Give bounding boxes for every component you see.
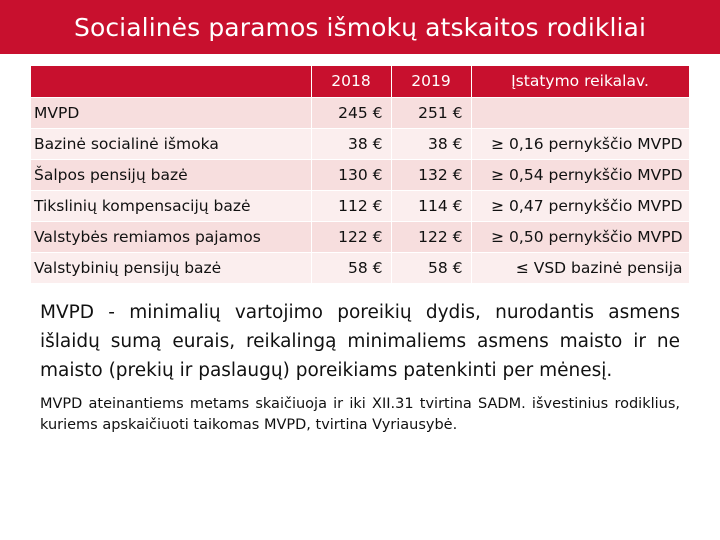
requirement-cell: ≥ 0,54 pernykščio MVPD	[471, 159, 689, 190]
value-2019: 38 €	[391, 128, 471, 159]
value-2018: 58 €	[311, 252, 391, 283]
row-label: Šalpos pensijų bazė	[31, 159, 311, 190]
row-label: Valstybės remiamos pajamos	[31, 221, 311, 252]
requirement-cell	[471, 97, 689, 128]
requirement-cell: ≥ 0,50 pernykščio MVPD	[471, 221, 689, 252]
row-label: Tikslinių kompensacijų bazė	[31, 190, 311, 221]
requirement-cell: ≤ VSD bazinė pensija	[471, 252, 689, 283]
table-row	[31, 190, 689, 221]
header-2018: 2018	[311, 66, 391, 97]
row-label: MVPD	[31, 97, 311, 128]
value-2019: 122 €	[391, 221, 471, 252]
value-2019: 114 €	[391, 190, 471, 221]
table-row	[31, 159, 689, 190]
value-2018: 245 €	[311, 97, 391, 128]
title-bar	[0, 0, 720, 54]
row-label: Bazinė socialinė išmoka	[31, 128, 311, 159]
requirement-cell: ≥ 0,47 pernykščio MVPD	[471, 190, 689, 221]
header-requirement: Įstatymo reikalav.	[471, 66, 689, 97]
header-2019: 2019	[391, 66, 471, 97]
value-2018: 130 €	[311, 159, 391, 190]
table-row	[31, 252, 689, 283]
requirement-cell: ≥ 0,16 pernykščio MVPD	[471, 128, 689, 159]
page-title: Socialinės paramos išmokų atskaitos rodikliai	[73, 12, 647, 42]
value-2018: 38 €	[311, 128, 391, 159]
value-2018: 112 €	[311, 190, 391, 221]
row-label: Valstybinių pensijų bazė	[31, 252, 311, 283]
benchmark-table	[31, 66, 690, 284]
table-row	[31, 97, 689, 128]
mvpd-approval-note: MVPD ateinantiems metams skaičiuoja ir iki XII.31 tvirtina SADM. išvestinius rodiklius, kuriems apskaičiuoti taikomas MVPD, tvirtina Vyriausybė.	[40, 396, 680, 433]
table-row	[31, 128, 689, 159]
value-2018: 122 €	[311, 221, 391, 252]
table-header-row	[31, 66, 689, 97]
value-2019: 58 €	[391, 252, 471, 283]
value-2019: 132 €	[391, 159, 471, 190]
table-row	[31, 221, 689, 252]
mvpd-definition-text: MVPD - minimalių vartojimo poreikių dydis, nurodantis asmens išlaidų sumą eurais, reikalingą minimaliems asmens maisto ir ne maisto (prekių ir paslaugų) poreikiams patenkinti per mėnesį.	[40, 302, 680, 381]
header-label-cell	[31, 66, 311, 97]
value-2019: 251 €	[391, 97, 471, 128]
